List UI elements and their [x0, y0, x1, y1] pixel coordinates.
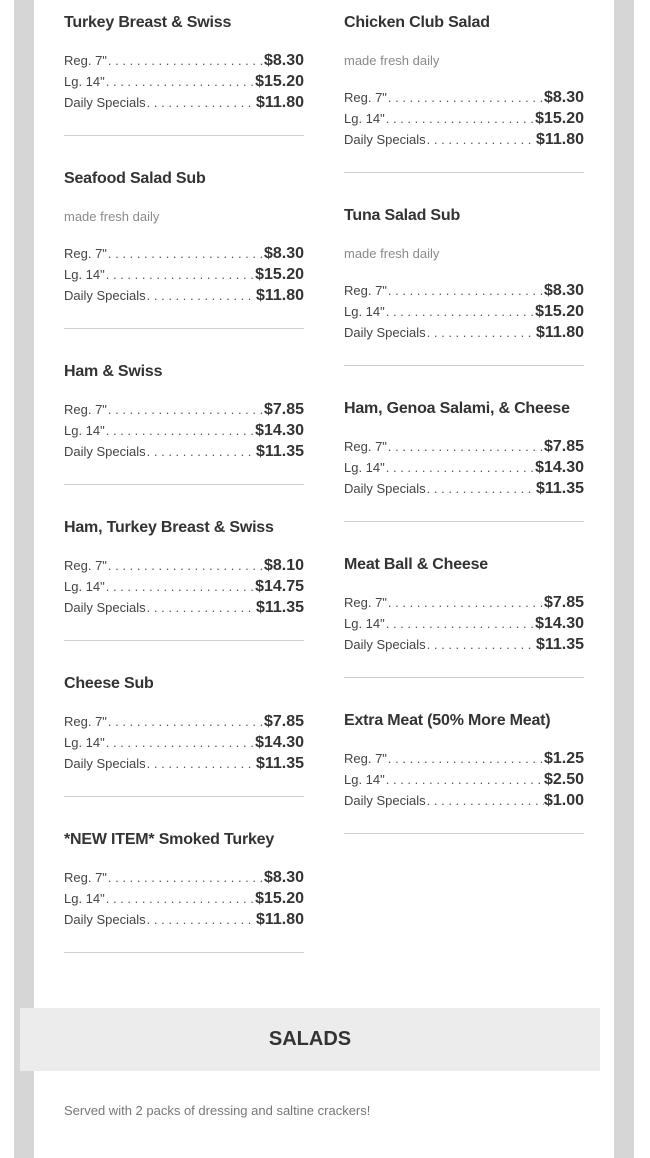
- price-value: $15.20: [255, 890, 304, 907]
- price-row: [64, 869, 304, 890]
- menu-item: [64, 817, 304, 953]
- price-row: [64, 734, 304, 755]
- dot-leader: [386, 616, 535, 631]
- menu-item-title: Ham, Turkey Breast & Swiss: [64, 519, 274, 536]
- dot-leader: [108, 714, 264, 729]
- menu-column-right: [344, 0, 584, 854]
- dot-leader: [147, 288, 256, 303]
- dot-leader: [106, 267, 255, 282]
- size-label: Reg. 7": [64, 246, 107, 261]
- price-value: $15.20: [255, 266, 304, 283]
- size-label: Reg. 7": [64, 402, 107, 417]
- price-list: [344, 89, 584, 152]
- price-value: $14.30: [255, 422, 304, 439]
- price-value: $11.80: [255, 94, 304, 111]
- dot-leader: [427, 481, 536, 496]
- menu-panel: [34, 0, 614, 1158]
- size-label: Reg. 7": [64, 53, 107, 68]
- size-label: Daily Specials: [64, 95, 146, 110]
- dot-leader: [386, 111, 535, 126]
- price-value: $14.30: [535, 615, 584, 632]
- price-value: $1.00: [543, 792, 584, 809]
- price-row: [344, 480, 584, 501]
- size-label: Lg. 14": [64, 74, 105, 89]
- dot-leader: [147, 912, 256, 927]
- salads-section-description: Served with 2 packs of dressing and saltine crackers!: [64, 1103, 371, 1118]
- size-label: Daily Specials: [64, 756, 146, 771]
- price-row: [64, 599, 304, 620]
- price-row: [64, 890, 304, 911]
- size-label: Lg. 14": [64, 891, 105, 906]
- menu-item: [344, 0, 584, 173]
- size-label: Reg. 7": [344, 439, 387, 454]
- size-label: Lg. 14": [64, 579, 105, 594]
- size-label: Daily Specials: [344, 325, 426, 340]
- price-row: [64, 422, 304, 443]
- size-label: Lg. 14": [344, 304, 385, 319]
- dot-leader: [106, 891, 255, 906]
- price-value: $11.35: [255, 755, 304, 772]
- menu-item-title: Ham & Swiss: [64, 363, 163, 380]
- price-value: $15.20: [535, 303, 584, 320]
- dot-leader: [147, 95, 256, 110]
- price-row: [64, 401, 304, 422]
- dot-leader: [427, 637, 536, 652]
- price-value: $7.85: [543, 594, 584, 611]
- dot-leader: [106, 74, 255, 89]
- price-value: $8.30: [543, 89, 584, 106]
- size-label: Reg. 7": [64, 558, 107, 573]
- salads-section-title: SALADS: [268, 1028, 352, 1050]
- size-label: Reg. 7": [344, 283, 387, 298]
- menu-item-title: Chicken Club Salad: [344, 14, 490, 31]
- salads-section-header: [20, 1008, 600, 1071]
- menu-item: [64, 0, 304, 136]
- price-value: $14.30: [255, 734, 304, 751]
- size-label: Daily Specials: [344, 481, 426, 496]
- price-value: $11.80: [255, 287, 304, 304]
- menu-item: [64, 156, 304, 329]
- menu-item: [64, 349, 304, 485]
- price-value: $15.20: [255, 73, 304, 90]
- price-row: [344, 303, 584, 324]
- menu-column-left: [64, 0, 304, 973]
- price-value: $8.30: [263, 52, 304, 69]
- price-row: [344, 282, 584, 303]
- price-value: $1.25: [543, 750, 584, 767]
- price-row: [64, 755, 304, 776]
- price-row: [344, 438, 584, 459]
- price-value: $8.30: [263, 869, 304, 886]
- size-label: Daily Specials: [64, 288, 146, 303]
- size-label: Reg. 7": [64, 714, 107, 729]
- size-label: Daily Specials: [344, 132, 426, 147]
- price-row: [64, 287, 304, 308]
- menu-item-description: made fresh daily: [344, 246, 440, 261]
- price-row: [344, 636, 584, 657]
- size-label: Lg. 14": [64, 423, 105, 438]
- menu-item-title: Extra Meat (50% More Meat): [344, 712, 551, 729]
- price-value: $15.20: [535, 110, 584, 127]
- price-row: [64, 245, 304, 266]
- price-row: [344, 750, 584, 771]
- price-value: $14.30: [535, 459, 584, 476]
- price-value: $8.10: [263, 557, 304, 574]
- price-value: $7.85: [543, 438, 584, 455]
- price-value: $8.30: [263, 245, 304, 262]
- price-value: $11.35: [255, 599, 304, 616]
- menu-item: [64, 505, 304, 641]
- price-row: [344, 131, 584, 152]
- price-row: [64, 73, 304, 94]
- price-list: [64, 713, 304, 776]
- size-label: Reg. 7": [64, 870, 107, 885]
- dot-leader: [106, 579, 255, 594]
- dot-leader: [427, 793, 544, 808]
- price-row: [64, 557, 304, 578]
- price-row: [64, 578, 304, 599]
- price-list: [64, 245, 304, 308]
- size-label: Daily Specials: [344, 793, 426, 808]
- dot-leader: [388, 595, 544, 610]
- dot-leader: [386, 304, 535, 319]
- menu-item: [344, 193, 584, 366]
- menu-item-title: Turkey Breast & Swiss: [64, 14, 232, 31]
- size-label: Daily Specials: [64, 912, 146, 927]
- price-row: [344, 615, 584, 636]
- dot-leader: [108, 870, 264, 885]
- price-row: [344, 459, 584, 480]
- dot-leader: [388, 751, 544, 766]
- dot-leader: [388, 283, 544, 298]
- price-value: $14.75: [255, 578, 304, 595]
- size-label: Daily Specials: [344, 637, 426, 652]
- price-row: [344, 110, 584, 131]
- dot-leader: [108, 53, 264, 68]
- price-row: [344, 792, 584, 813]
- dot-leader: [106, 735, 255, 750]
- dot-leader: [388, 90, 544, 105]
- dot-leader: [427, 325, 536, 340]
- price-value: $11.80: [535, 324, 584, 341]
- price-value: $8.30: [543, 282, 584, 299]
- menu-item-title: Cheese Sub: [64, 675, 154, 692]
- price-row: [344, 771, 584, 792]
- price-value: $11.35: [255, 443, 304, 460]
- price-value: $7.85: [263, 401, 304, 418]
- price-list: [64, 52, 304, 115]
- price-row: [64, 443, 304, 464]
- size-label: Reg. 7": [344, 595, 387, 610]
- price-row: [64, 266, 304, 287]
- size-label: Lg. 14": [344, 111, 385, 126]
- menu-item-title: *NEW ITEM* Smoked Turkey: [64, 831, 275, 848]
- menu-item-title: Meat Ball & Cheese: [344, 556, 489, 573]
- menu-item-title: Ham, Genoa Salami, & Cheese: [344, 400, 570, 417]
- price-list: [64, 401, 304, 464]
- price-row: [344, 89, 584, 110]
- price-row: [344, 594, 584, 615]
- size-label: Lg. 14": [344, 616, 385, 631]
- size-label: Reg. 7": [344, 751, 387, 766]
- price-list: [344, 750, 584, 813]
- menu-item: [344, 698, 584, 834]
- menu-item-description: made fresh daily: [64, 209, 160, 224]
- size-label: Lg. 14": [344, 460, 385, 475]
- dot-leader: [147, 756, 256, 771]
- menu-item-title: Tuna Salad Sub: [344, 207, 461, 224]
- price-value: $11.35: [535, 636, 584, 653]
- price-value: $11.80: [535, 131, 584, 148]
- size-label: Lg. 14": [344, 772, 385, 787]
- menu-item-description: made fresh daily: [344, 53, 440, 68]
- dot-leader: [388, 439, 544, 454]
- dot-leader: [108, 246, 264, 261]
- size-label: Daily Specials: [64, 600, 146, 615]
- size-label: Daily Specials: [64, 444, 146, 459]
- dot-leader: [106, 423, 255, 438]
- price-row: [344, 324, 584, 345]
- dot-leader: [427, 132, 536, 147]
- price-value: $7.85: [263, 713, 304, 730]
- size-label: Reg. 7": [344, 90, 387, 105]
- price-row: [64, 911, 304, 932]
- price-value: $11.35: [535, 480, 584, 497]
- menu-item: [344, 542, 584, 678]
- price-row: [64, 52, 304, 73]
- dot-leader: [108, 558, 264, 573]
- dot-leader: [386, 772, 544, 787]
- dot-leader: [147, 444, 256, 459]
- price-value: $11.80: [255, 911, 304, 928]
- menu-item: [344, 386, 584, 522]
- price-list: [344, 594, 584, 657]
- menu-item-title: Seafood Salad Sub: [64, 170, 206, 187]
- size-label: Lg. 14": [64, 735, 105, 750]
- price-list: [344, 282, 584, 345]
- price-list: [344, 438, 584, 501]
- price-row: [64, 94, 304, 115]
- price-list: [64, 869, 304, 932]
- dot-leader: [386, 460, 535, 475]
- price-row: [64, 713, 304, 734]
- size-label: Lg. 14": [64, 267, 105, 282]
- dot-leader: [108, 402, 264, 417]
- dot-leader: [147, 600, 256, 615]
- price-list: [64, 557, 304, 620]
- menu-item: [64, 661, 304, 797]
- page-frame: [14, 0, 634, 1158]
- price-value: $2.50: [543, 771, 584, 788]
